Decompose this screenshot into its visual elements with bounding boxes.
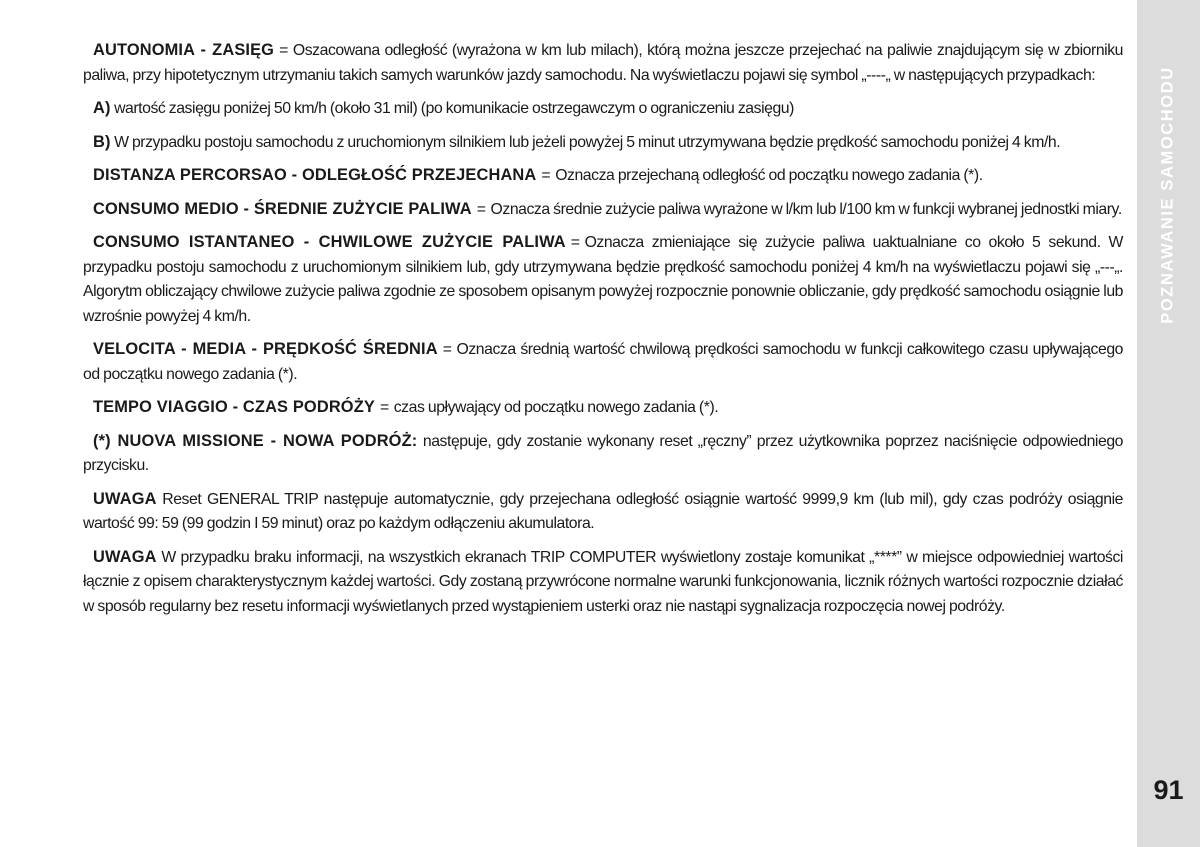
term-label: CONSUMO MEDIO - ŚREDNIE ZUŻYCIE PALIWA <box>93 199 472 218</box>
term-label: UWAGA <box>93 547 157 566</box>
paragraph-text: następuje, gdy zostanie wykonany reset „ręczny” przez użytkownika poprzez naciśnięcie odpowiedniego przycisku. <box>83 432 1123 474</box>
paragraph-text: Reset GENERAL TRIP następuje automatycznie, gdy przejechana odległość osiągnie wartość 9999,9 km (lub mil), gdy czas podróży osiągnie wartość 99: 59 (99 godzin I 59 minut) oraz po każdym odłączeniu akumulatora. <box>83 490 1123 532</box>
term-label: TEMPO VIAGGIO - CZAS PODRÓŻY <box>93 398 375 416</box>
manual-text <box>83 38 1123 627</box>
equals-sign: = <box>279 42 288 59</box>
term-label: A) <box>93 99 111 117</box>
paragraph-uwaga-reset <box>83 487 1123 537</box>
paragraph-text: W przypadku braku informacji, na wszystkich ekranach TRIP COMPUTER wyświetlony zostaje komunikat „****” w miejsce odpowiedniej wartości łącznie z opisem charakterystycznym każdej wartości. Gdy zostaną przywrócone normalne warunki funkcjonowania, licznik różnych wartości rozpocznie działać w sposób regularny bez resetu informacji wyświetlanych przed wystąpieniem usterki oraz nie nastąpi sygnalizacja rozpoczęcia nowej podróży. <box>83 548 1123 615</box>
paragraph-text: Oznacza zmieniające się zużycie paliwa uaktualniane co około 5 sekund. W przypadku postoju samochodu z uruchomionym silnikiem lub, gdy utrzymywana będzie prędkość samochodu poniżej 4 km/h na wyświetlaczu pojawi się „---„. Algorytm obliczający chwilowe zużycie paliwa zgodnie ze sposobem opisanym powyżej rozpocznie ponownie obliczanie, gdy prędkość samochodu osiągnie lub wzrośnie powyżej 4 km/h. <box>83 234 1124 325</box>
paragraph-uwaga-brak-informacji <box>83 545 1123 620</box>
term-label: DISTANZA PERCORSAO - ODLEGŁOŚĆ PRZEJECHANA <box>93 166 537 184</box>
paragraph-item-b <box>83 130 1123 156</box>
term-label: UWAGA <box>93 489 157 508</box>
paragraph-text: Oznacza średnie zużycie paliwa wyrażone w l/km lub l/100 km w funkcji wybranej jednostki miary. <box>490 200 1122 218</box>
paragraph-tempo-viaggio <box>83 395 1123 421</box>
equals-sign: = <box>570 234 580 251</box>
paragraph-velocita-media <box>83 337 1123 387</box>
paragraph-text: Oznacza przejechaną odległość od początku nowego zadania (*). <box>555 167 983 184</box>
term-label: B) <box>93 132 111 151</box>
paragraph-consumo-medio <box>83 197 1123 223</box>
paragraph-nuova-missione <box>83 429 1123 479</box>
term-label: (*) NUOVA MISSIONE - NOWA PODRÓŻ: <box>93 431 418 450</box>
paragraph-text: Oszacowana odległość (wyrażona w km lub milach), którą można jeszcze przejechać na paliwie znajdującym się w zbiorniku paliwa, przy hipotetycznym utrzymaniu takich samych warunków jazdy samochodu. Na wyświetlaczu pojawi się symbol „----„ w następujących przypadkach: <box>83 42 1123 84</box>
paragraph-text: wartość zasięgu poniżej 50 km/h (około 31 mil) (po komunikacie ostrzegawczym o ograniczeniu zasięgu) <box>114 100 794 117</box>
paragraph-distanza <box>83 163 1123 189</box>
page-number: 91 <box>1153 775 1184 805</box>
equals-sign: = <box>379 399 389 416</box>
paragraph-text: czas upływający od początku nowego zadania (*). <box>393 399 719 416</box>
equals-sign: = <box>476 200 486 218</box>
section-title: POZNAWANIE SAMOCHODU <box>1158 66 1177 324</box>
paragraph-item-a <box>83 96 1123 122</box>
term-label: AUTONOMIA - ZASIĘG <box>93 41 275 59</box>
equals-sign: = <box>442 341 452 358</box>
paragraph-text: Oznacza średnią wartość chwilową prędkości samochodu w funkcji całkowitego czasu upływającego od początku nowego zadania (*). <box>83 341 1123 383</box>
paragraph-consumo-istantaneo <box>83 230 1123 329</box>
term-label: VELOCITA - MEDIA - PRĘDKOŚĆ ŚREDNIA <box>93 340 438 358</box>
term-label: CONSUMO ISTANTANEO - CHWILOWE ZUŻYCIE PALIWA <box>93 233 566 251</box>
paragraph-autonomia <box>83 38 1123 88</box>
equals-sign: = <box>541 167 551 184</box>
paragraph-text: W przypadku postoju samochodu z uruchomionym silnikiem lub jeżeli powyżej 5 minut utrzymywana będzie prędkość samochodu poniżej 4 km/h. <box>114 133 1061 151</box>
